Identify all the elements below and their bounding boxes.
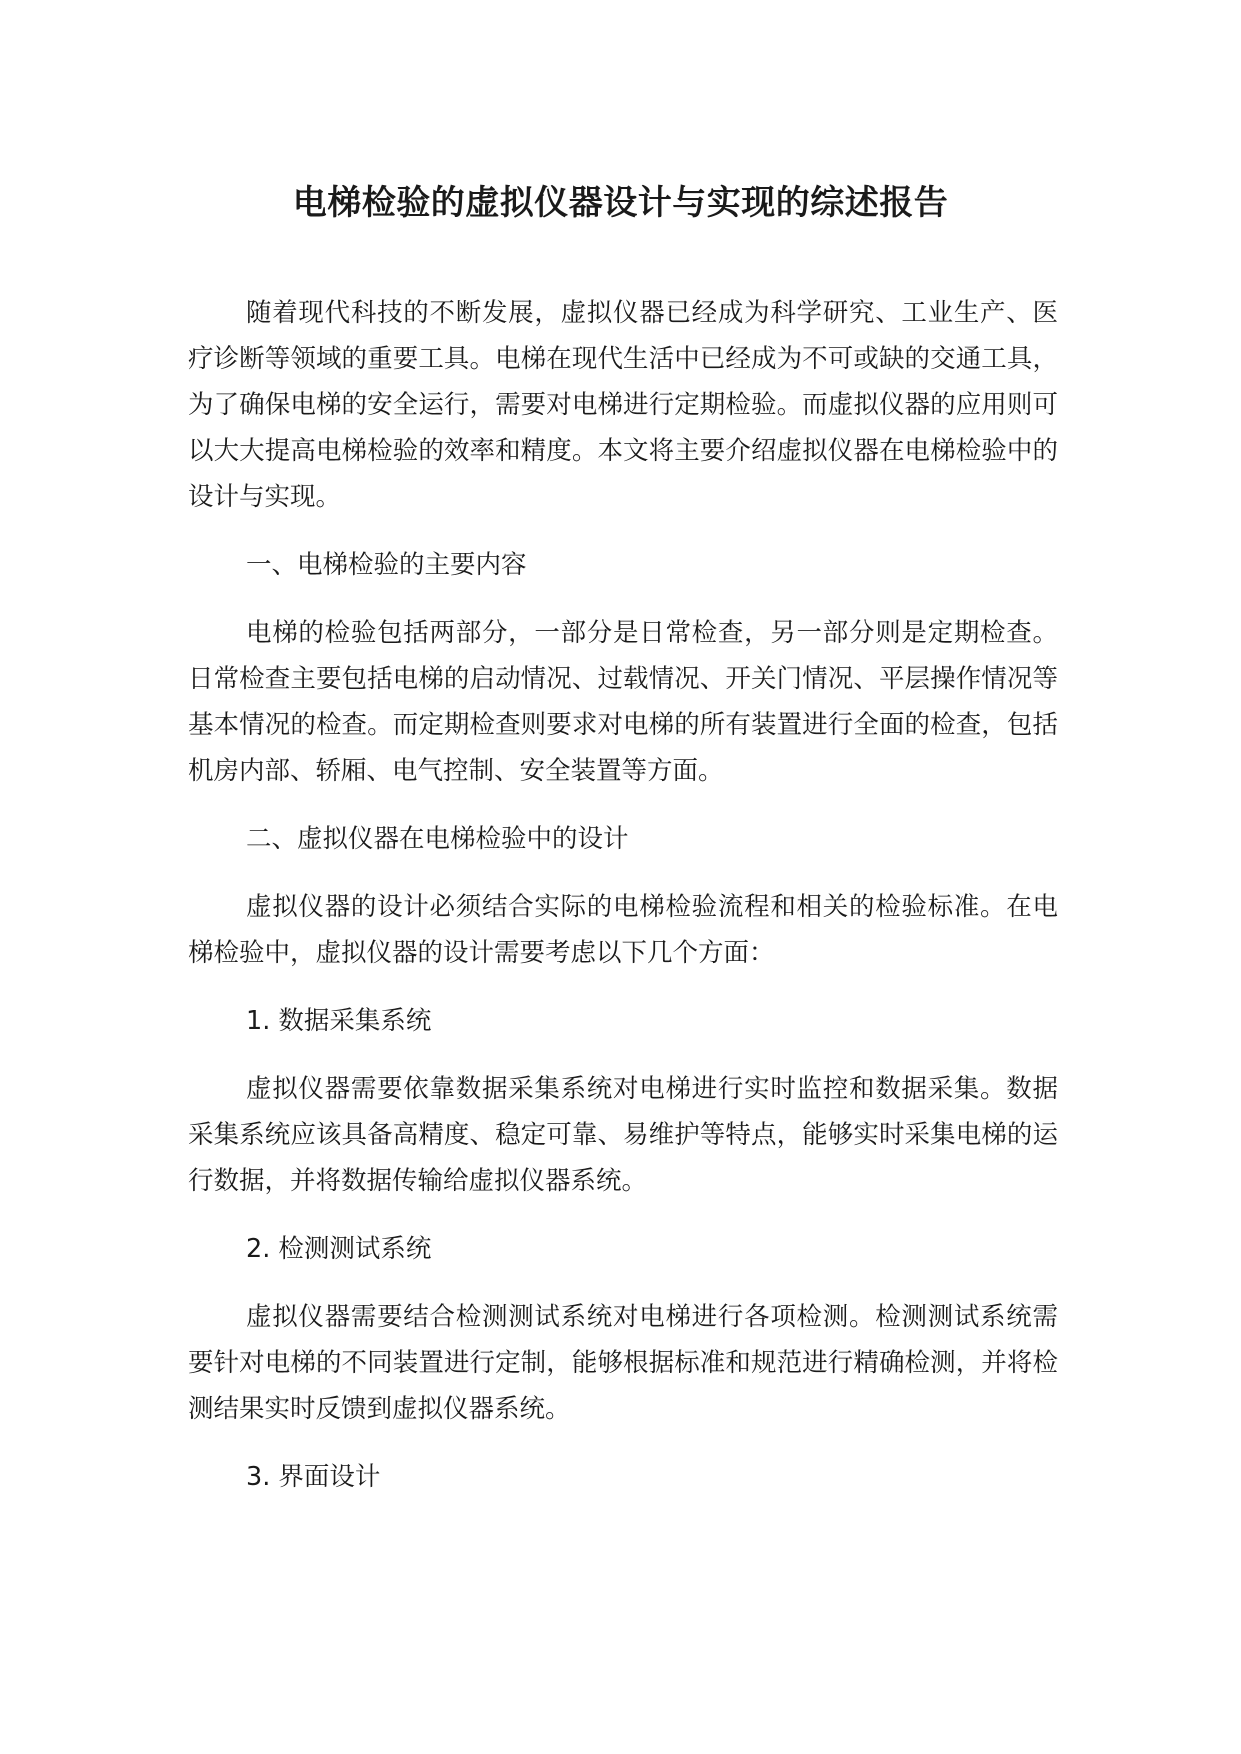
section-2-paragraph: 虚拟仪器的设计必须结合实际的电梯检验流程和相关的检验标准。在电梯检验中，虚拟仪器的设计需要考虑以下几个方面：	[188, 892, 1058, 968]
section-1-paragraph: 电梯的检验包括两部分，一部分是日常检查，另一部分则是定期检查。日常检查主要包括电梯的启动情况、过载情况、开关门情况、平层操作情况等基本情况的检查。而定期检查则要求对电梯的所有装置进行全面的检查，包括机房内部、轿厢、电气控制、安全装置等方面。	[188, 618, 1058, 786]
section-heading-2: 二、虚拟仪器在电梯检验中的设计	[246, 824, 629, 854]
section-heading-1: 一、电梯检验的主要内容	[246, 550, 527, 580]
document-body	[188, 290, 1058, 1522]
subsection-heading-3: 3. 界面设计	[246, 1462, 381, 1492]
intro-paragraph: 随着现代科技的不断发展，虚拟仪器已经成为科学研究、工业生产、医疗诊断等领域的重要工具。电梯在现代生活中已经成为不可或缺的交通工具，为了确保电梯的安全运行，需要对电梯进行定期检验。而虚拟仪器的应用则可以大大提高电梯检验的效率和精度。本文将主要介绍虚拟仪器在电梯检验中的设计与实现。	[188, 298, 1058, 512]
subsection-heading-2: 2. 检测测试系统	[246, 1234, 432, 1264]
document-title: 电梯检验的虚拟仪器设计与实现的综述报告	[292, 183, 949, 223]
subsection-1-paragraph: 虚拟仪器需要依靠数据采集系统对电梯进行实时监控和数据采集。数据采集系统应该具备高精度、稳定可靠、易维护等特点，能够实时采集电梯的运行数据，并将数据传输给虚拟仪器系统。	[188, 1074, 1058, 1196]
subsection-heading-1: 1. 数据采集系统	[246, 1006, 432, 1036]
subsection-2-paragraph: 虚拟仪器需要结合检测测试系统对电梯进行各项检测。检测测试系统需要针对电梯的不同装置进行定制，能够根据标准和规范进行精确检测，并将检测结果实时反馈到虚拟仪器系统。	[188, 1302, 1058, 1424]
